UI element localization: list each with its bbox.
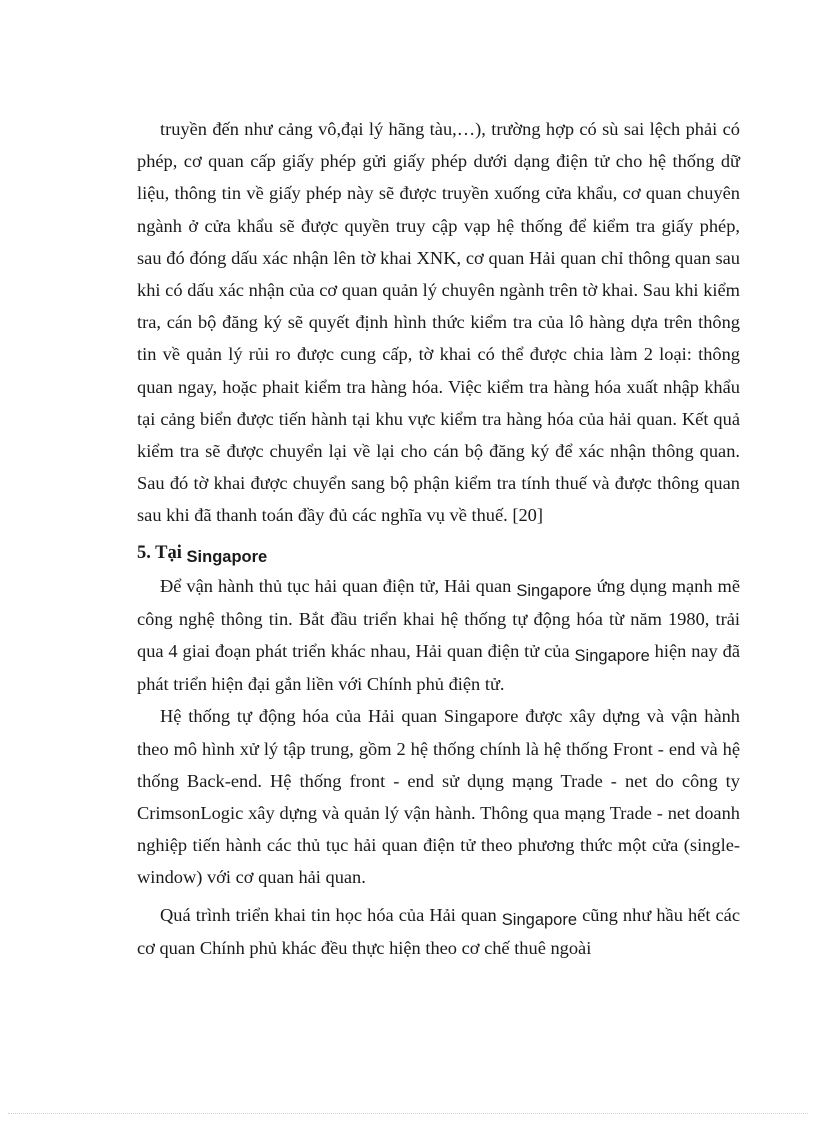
p2-singapore-2: Singapore [574, 647, 650, 666]
paragraph-system-architecture: Hệ thống tự động hóa của Hải quan Singapore được xây dựng và vận hành theo mô hình xử lý tập trung, gồm 2 hệ thống chính là hệ thống Front - end và hệ thống Back-end. Hệ thống front - end sử dụng mạng Trade - net do công ty CrimsonLogic xây dựng và quản lý vận hành. Thông qua mạng Trade - net doanh nghiệp tiến hành các thủ tục hải quan điện tử theo phương thức một cửa (single-window) với cơ quan hải quan. [137, 706, 740, 888]
page-bottom-border [8, 1113, 808, 1114]
section-country-name: Singapore [186, 547, 268, 566]
p4-text-2: cũng như hầu hết các cơ quan Chính phủ khác đều thực hiện theo cơ chế thuê ngoài [137, 904, 740, 958]
paragraph-outsourcing [137, 899, 740, 964]
p2-text-1: Để vận hành thủ tục hải quan điện tử, Hải quan [160, 575, 517, 596]
p2-text-2: ứng dụng mạnh mẽ công nghệ thông tin. Bắt đầu triển khai hệ thống tự động hóa từ năm 1980, trải qua 4 giai đoạn phát triển khác nhau, Hải quan điện tử của [137, 575, 740, 662]
p4-text-1: Quá trình triển khai tin học hóa của Hải quan [160, 904, 502, 925]
paragraph-customs-license-process: truyền đến như cảng vô,đại lý hãng tàu,…), trường hợp có sù sai lệch phải có phép, cơ quan cấp giấy phép gửi giấy phép dưới dạng điện tử cho hệ thống dữ liệu, thông tin về giấy phép này sẽ được truyền xuống cửa khẩu, cơ quan chuyên ngành ở cửa khẩu sẽ được quyền truy cập vạp hệ thống để kiểm tra giấy phép, sau đó đóng dấu xác nhận lên tờ khai XNK, cơ quan Hải quan chỉ thông quan sau khi có dấu xác nhận của cơ quan quản lý chuyên ngành trên tờ khai. Sau khi kiểm tra, cán bộ đăng ký sẽ quyết định hình thức kiểm tra của lô hàng dựa trên thông tin về quản lý rủi ro được cung cấp, tờ khai có thể được chia làm 2 loại: thông quan ngay, hoặc phait kiểm tra hàng hóa. Việc kiểm tra hàng hóa xuất nhập khẩu tại cảng biển được tiến hành tại khu vực kiểm tra hàng hóa của hải quan. Kết quả kiểm tra sẽ được chuyển lại về lại cho cán bộ đăng ký để xác nhận thông quan. Sau đó tờ khai được chuyển sang bộ phận kiểm tra tính thuế và được thông quan sau khi đã thanh toán đầy đủ các nghĩa vụ về thuế. [20] [137, 119, 740, 526]
section-heading-singapore [137, 537, 740, 570]
p2-singapore-1: Singapore [516, 581, 592, 600]
document-body [137, 113, 740, 964]
p4-singapore: Singapore [501, 910, 578, 929]
paragraph-singapore-intro [137, 570, 740, 701]
p2-text-3: hiện nay đã phát triển hiện đại gắn liền với Chính phủ điện tử. [137, 641, 740, 695]
section-number: 5. Tại [137, 542, 182, 563]
